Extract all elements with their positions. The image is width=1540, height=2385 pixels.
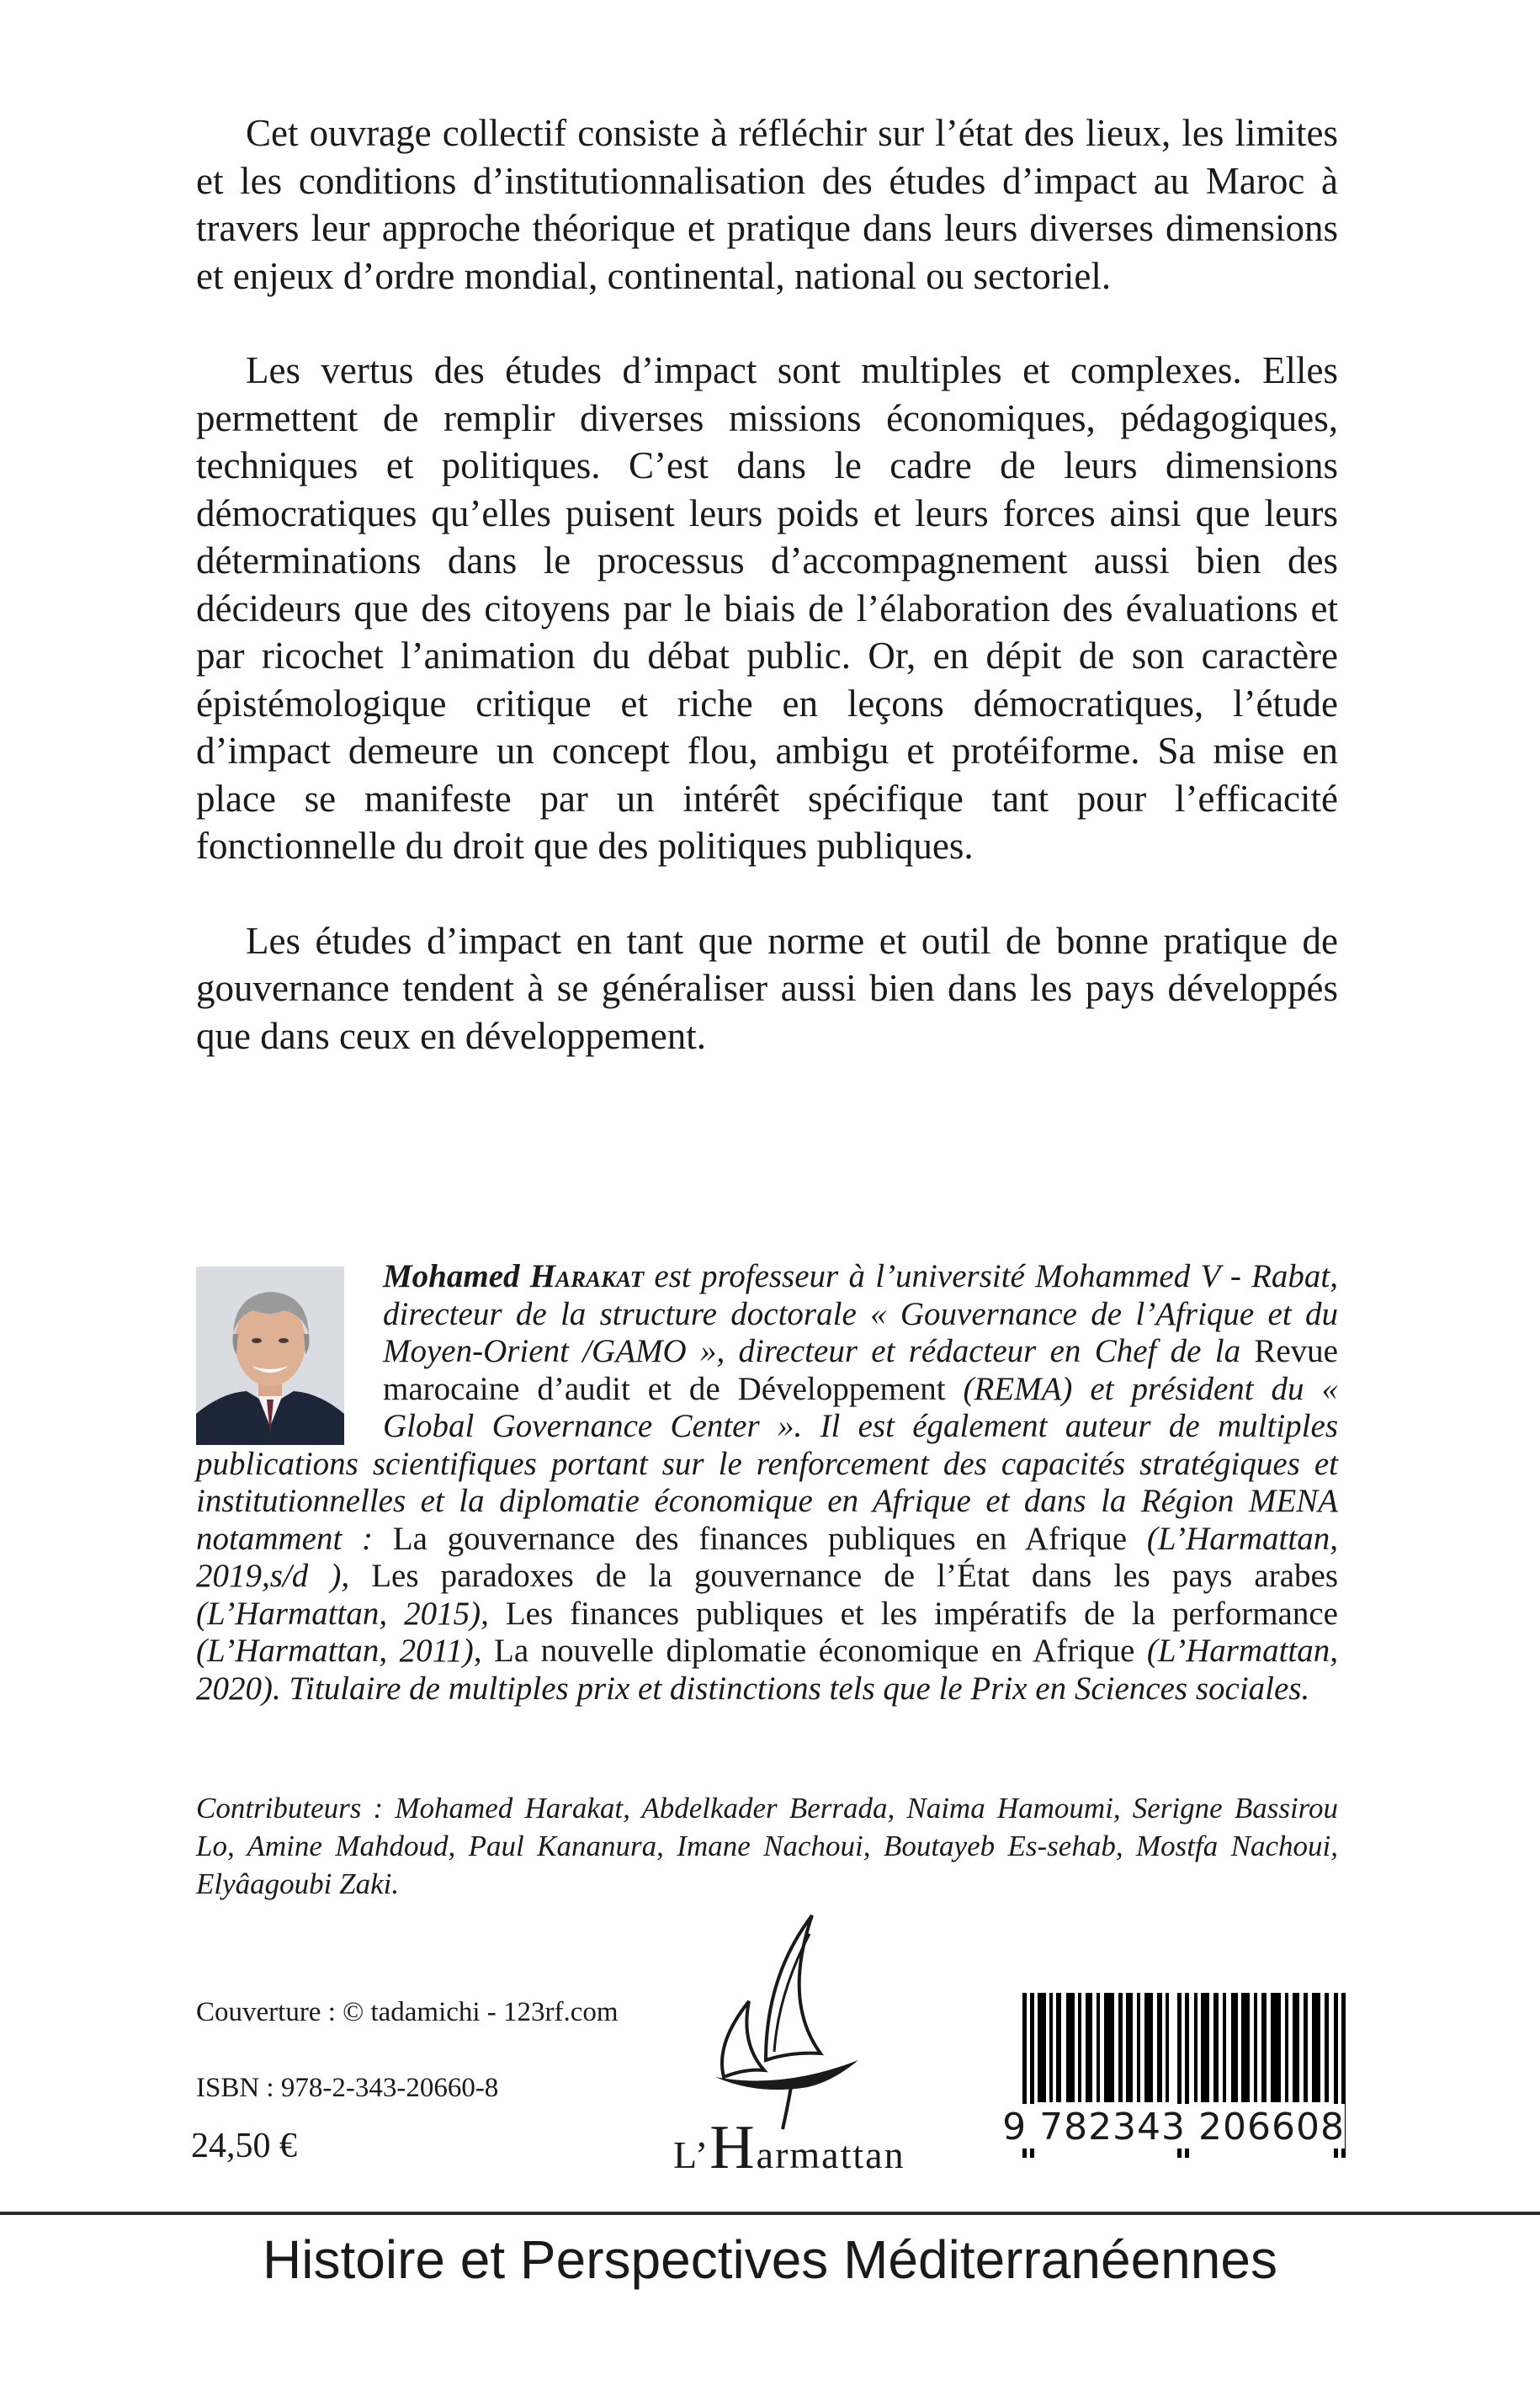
price: 24,50 € (191, 2127, 297, 2165)
bio-book-2-ref: (L’Harmattan, 2015), (196, 1595, 506, 1632)
bio-text-3: (L’Harmattan, 2020). Titulaire de multiples prix et distinctions tels que le Prix en Sciences sociales. (196, 1633, 1338, 1707)
bio-text-2: (REMA) et président du « Global Governance Center ». Il est également auteur de multiples publications scientifiques portant sur le renforcement des capacités stratégiques et institutionnelles et la diplomatie économique en Afrique et dans la Région MENA notamment : (196, 1370, 1338, 1557)
author-last-name: Harakat (529, 1258, 645, 1294)
cover-credit: Couverture : © tadamichi - 123rf.com (196, 1997, 619, 2027)
summary-paragraph-1: Cet ouvrage collectif consiste à réfléchir sur l’état des lieux, les limites et les conditions d’institutionnalisation des études d’impact au Maroc à travers leur approche théorique et pratique dans leurs diverses dimensions et enjeux d’ordre mondial, continental, national ou sectoriel. (196, 112, 1338, 297)
bio-book-2: Les paradoxes de la gouvernance de l’État dans les pays arabes (371, 1558, 1339, 1594)
isbn: ISBN : 978-2-343-20660-8 (196, 2073, 499, 2103)
publisher-prefix: L’ (673, 2133, 710, 2176)
divider (0, 2212, 1540, 2215)
bio-journal-title: Revue marocaine d’audit et de Développement (383, 1333, 1338, 1407)
bio-text-1: est professeur à l’université Mohammed V - Rabat, directeur de la structure doctorale « Gouvernance de l’Afrique et du Moyen-Orient /GAMO », directeur et rédacteur en Chef de la (383, 1258, 1339, 1369)
summary-paragraph-2: Les vertus des études d’impact sont multiples et complexes. Elles permettent de remplir diverses missions économiques, pédagogiques, techniques et politiques. C’est dans le cadre de leurs dimensions démocratiques qu’elles puisent leurs poids et leurs forces ainsi que leurs déterminations dans le processus d’accompagnement aussi bien des décideurs que des citoyens par le biais de l’élaboration des évaluations et par ricochet l’animation du débat public. Or, en dépit de son caractère épistémologique critique et riche en leçons démocratiques, l’étude d’impact demeure un concept flou, ambigu et protéiforme. Sa mise en place se manifeste par un intérêt spécifique tant pour l’efficacité fonctionnelle du droit que des politiques publiques. (196, 349, 1338, 867)
series-title: Histoire et Perspectives Méditerranéennes (263, 2229, 1277, 2290)
publisher-name-rest: armattan (756, 2133, 905, 2176)
author-biography (196, 1258, 1338, 1708)
bio-book-3: Les finances publiques et les impératifs de la performance (505, 1595, 1338, 1632)
bio-book-4: La nouvelle diplomatie économique en Afrique (494, 1633, 1135, 1669)
publisher-logo-text (673, 2112, 926, 2184)
contributors: Contributeurs : Mohamed Harakat, Abdelkader Berrada, Naima Hamoumi, Serigne Bassirou Lo, Amine Mahdoud, Paul Kananura, Imane Nachoui, Boutayeb Es-sehab, Mostfa Nachoui, Elyâagoubi Zaki. (196, 1792, 1338, 1900)
summary-paragraph-3: Les études d’impact en tant que norme et outil de bonne pratique de gouvernance tendent à se généraliser aussi bien dans les pays développés que dans ceux en développement. (196, 919, 1338, 1057)
author-first-name: Mohamed (383, 1258, 530, 1294)
summary-text (196, 109, 1338, 1107)
barcode-number: 9 782343 206608 (991, 2104, 1345, 2149)
bio-book-3-ref: (L’Harmattan, 2011), (196, 1633, 495, 1669)
publisher-initial: H (709, 2113, 757, 2182)
bio-book-1: La gouvernance des finances publiques en Afrique (392, 1520, 1128, 1557)
bio-book-1-ref: (L’Harmattan, 2019,s/d ), (196, 1520, 1338, 1594)
